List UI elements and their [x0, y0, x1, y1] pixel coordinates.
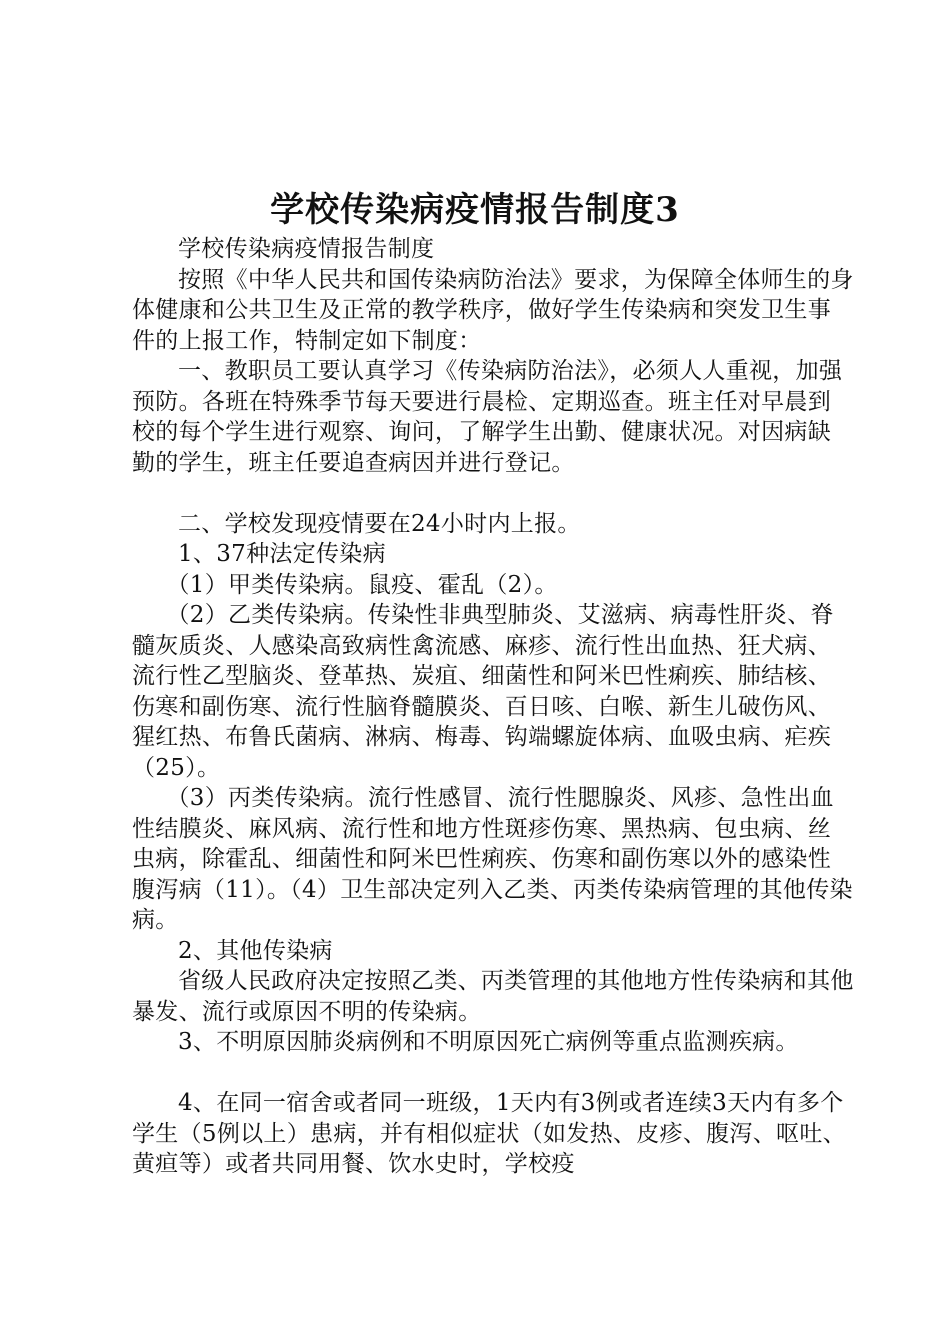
document-title: 学校传染病疫情报告制度3: [270, 190, 680, 230]
section-four-paragraph: 4、在同一宿舍或者同一班级，1天内有3例或者连续3天内有多个学生（5例以上）患病，并有相似症状（如发热、皮疹、腹泻、呕吐、黄疸等）或者共同用餐、饮水史时，学校疫: [132, 1090, 846, 1177]
paragraph-spacer: [132, 1058, 854, 1089]
document-body: [132, 234, 854, 1180]
intro-paragraph: 按照《中华人民共和国传染病防治法》要求，为保障全体师生的身体健康和公共卫生及正常的教学秩序，做好学生传染病和突发卫生事件的上报工作，特制定如下制度：: [132, 266, 854, 354]
section-two-heading: 2、其他传染病: [178, 937, 333, 964]
paragraph-spacer: [132, 478, 854, 509]
class-b-paragraph: （2）乙类传染病。传染性非典型肺炎、艾滋病、病毒性肝炎、脊髓灰质炎、人感染高致病性禽流感、麻疹、流行性出血热、狂犬病、流行性乙型脑炎、登革热、炭疽、细菌性和阿米巴性痢疾、肺结核、伤寒和副伤寒、流行性脑脊髓膜炎、百日咳、白喉、新生儿破伤风、猩红热、布鲁氏菌病、淋病、梅毒、钩端螺旋体病、血吸虫病、疟疾（25）。: [132, 602, 834, 781]
class-c-paragraph: （3）丙类传染病。流行性感冒、流行性腮腺炎、风疹、急性出血性结膜炎、麻风病、流行性和地方性斑疹伤寒、黑热病、包虫病、丝虫病，除霍乱、细菌性和阿米巴性痢疾、伤寒和副伤寒以外的感染性腹泻病（11）。（4）卫生部决定列入乙类、丙类传染病管理的其他传染病。: [132, 785, 853, 933]
rule-one-paragraph: 一、教职员工要认真学习《传染病防治法》，必须人人重视，加强预防。各班在特殊季节每天要进行晨检、定期巡查。班主任对早晨到校的每个学生进行观察、询问，了解学生出勤、健康状况。对因病缺勤的学生，班主任要追查病因并进行登记。: [132, 358, 843, 476]
section-three-paragraph: 3、不明原因肺炎病例和不明原因死亡病例等重点监测疾病。: [178, 1029, 799, 1055]
rule-two-paragraph: 二、学校发现疫情要在24小时内上报。: [178, 510, 581, 537]
subtitle-paragraph: 学校传染病疫情报告制度: [178, 236, 435, 262]
other-diseases-paragraph: 省级人民政府决定按照乙类、丙类管理的其他地方性传染病和其他暴发、流行或原因不明的传染病。: [132, 968, 854, 1025]
class-a-paragraph: （1）甲类传染病。鼠疫、霍乱（2）。: [166, 571, 558, 598]
section-one-heading: 1、37种法定传染病: [178, 541, 386, 567]
